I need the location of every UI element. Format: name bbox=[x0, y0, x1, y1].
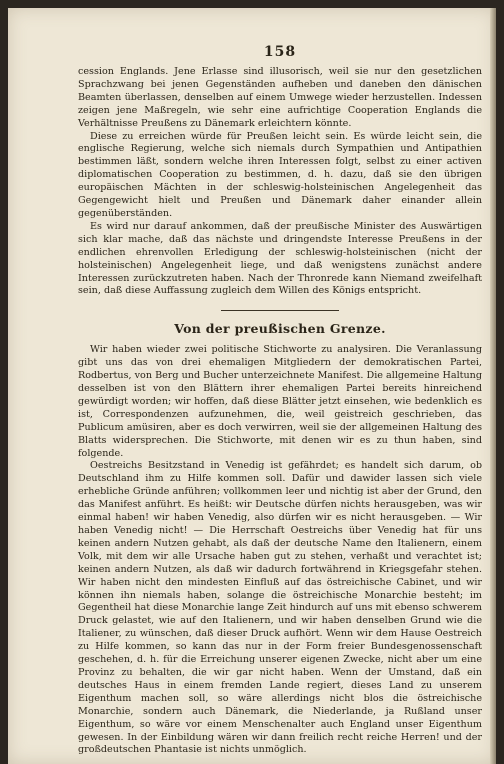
paragraph-top-1: cession Englands. Jene Erlasse sind illusorisch, weil sie nur den gesetzlichen Sprachzwang bei jenen Gegenständen aufheben und daneben den dänischen Beamten überlassen, denselben auf einem Umwege wieder herzustellen. Indessen zeigen jene Maßregeln, wie sehr eine aufrichtige Cooperation Englands die Verhältnisse Preußens zu Dänemark erleichtern könnte. bbox=[78, 66, 482, 129]
section-heading: Von der preußischen Grenze. bbox=[174, 321, 386, 337]
section-divider bbox=[221, 310, 339, 311]
page-edge bbox=[490, 8, 496, 764]
page-number: 158 bbox=[263, 44, 297, 60]
paragraph-top-3: Es wird nur darauf ankommen, daß der preußische Minister des Auswärtigen sich klar mache, daß das nächste und dringendste Interesse Preußens in der endlichen ehrenvollen Erledigung der schleswig-holsteinischen (nicht der holsteinischen) Angelegenheit liege, und daß wenigstens zunächst andere Interessen zurückzutreten haben. Nach der Thronrede kann Niemand zweifelhaft sein, daß diese Auffassung zugleich dem Willen des Königs entspricht. bbox=[78, 220, 482, 297]
paragraph-bottom-1: Wir haben wieder zwei politische Stichworte zu analysiren. Die Veranlassung gibt uns das von drei ehemaligen Mitgliedern der demokratischen Partei, Rodbertus, von Berg und Bucher unterzeichnete Manifest. Die allgemeine Haltung desselben ist von den Blättern ihrer ehemaligen Partei bereits hinreichend gewürdigt worden; wir hoffen, daß diese Blätter jetzt einsehen, wie bedenklich es ist, Correspondenzen aufzunehmen, die, weil geistreich geschrieben, das Publicum amüsiren, aber es doch verwirren, weil sie der allgemeinen Haltung des Blatts widersprechen. Die Stichworte, mit denen wir es zu thun haben, sind folgende. bbox=[78, 344, 482, 459]
paragraph-bottom-2: Oestreichs Besitzstand in Venedig ist gefährdet; es handelt sich darum, ob Deutschland ihm zu Hilfe kommen soll. Dafür und dawider lassen sich viele erhebliche Gründe anführen; vollkommen leer und nichtig ist aber der Grund, den das Manifest anführt. Es heißt: wir Deutsche dürfen nichts herausgeben, was wir einmal haben! wir haben Venedig, also dürfen wir es nicht herausgeben. — Wir haben Venedig nicht! — Die Herrschaft Oestreichs über Venedig hat für uns keinen andern Nutzen gehabt, als daß der deutsche Name den Italienern, einem Volk, mit dem wir alle Ursache haben gut zu stehen, verhaßt und verachtet ist; keinen andern Nutzen, als daß wir dadurch fortwährend in Kriegsgefahr stehen. Wir haben nicht den mindesten Einfluß auf das östreichische Cabinet, und wir können ihn niemals haben, solange die östreichische Monarchie besteht; im Gegentheil hat diese Monarchie lange Zeit hindurch auf uns mit ebenso schwerem Druck gelastet, wie auf den Italienern, und wir haben denselben Grund wie die Italiener, zu wünschen, daß dieser Druck aufhört. Wenn wir dem Hause Oestreich zu Hilfe kommen, so kann das nur in der Form freier Bundesgenossenschaft geschehen, d. h. für die Erreichung unserer eigenen Zwecke, nicht aber um eine Provinz zu behalten, die wir gar nicht haben. Wenn der Umstand, daß ein deutsches Haus in einem fremden Lande regiert, dieses Land zu unserem Eigenthum machen soll, so wäre allerdings nicht blos die östreichische Monarchie, sondern auch Dänemark, die Niederlande, ja Rußland unser Eigenthum, so wäre vor einem Menschenalter auch England unser Eigenthum gewesen. In der Einbildung wären wir dann freilich recht reiche Herren! und der großdeutschen Phantasie ist nichts unmöglich. bbox=[78, 460, 482, 756]
book-page bbox=[8, 8, 496, 764]
page-content bbox=[78, 8, 482, 757]
paragraph-top-2: Diese zu erreichen würde für Preußen leicht sein. Es würde leicht sein, die englische Regierung, welche sich niemals durch Sympathien und Antipathien bestimmen läßt, sondern welche ihren Interessen folgt, selbst zu einer activen diplomatischen Cooperation zu bestimmen, d. h. dazu, daß sie den übrigen europäischen Mächten in der schleswig-holsteinischen Angelegenheit das Gegengewicht hielt und Preußen und Dänemark daher einander allein gegenüberständen. bbox=[78, 130, 482, 219]
